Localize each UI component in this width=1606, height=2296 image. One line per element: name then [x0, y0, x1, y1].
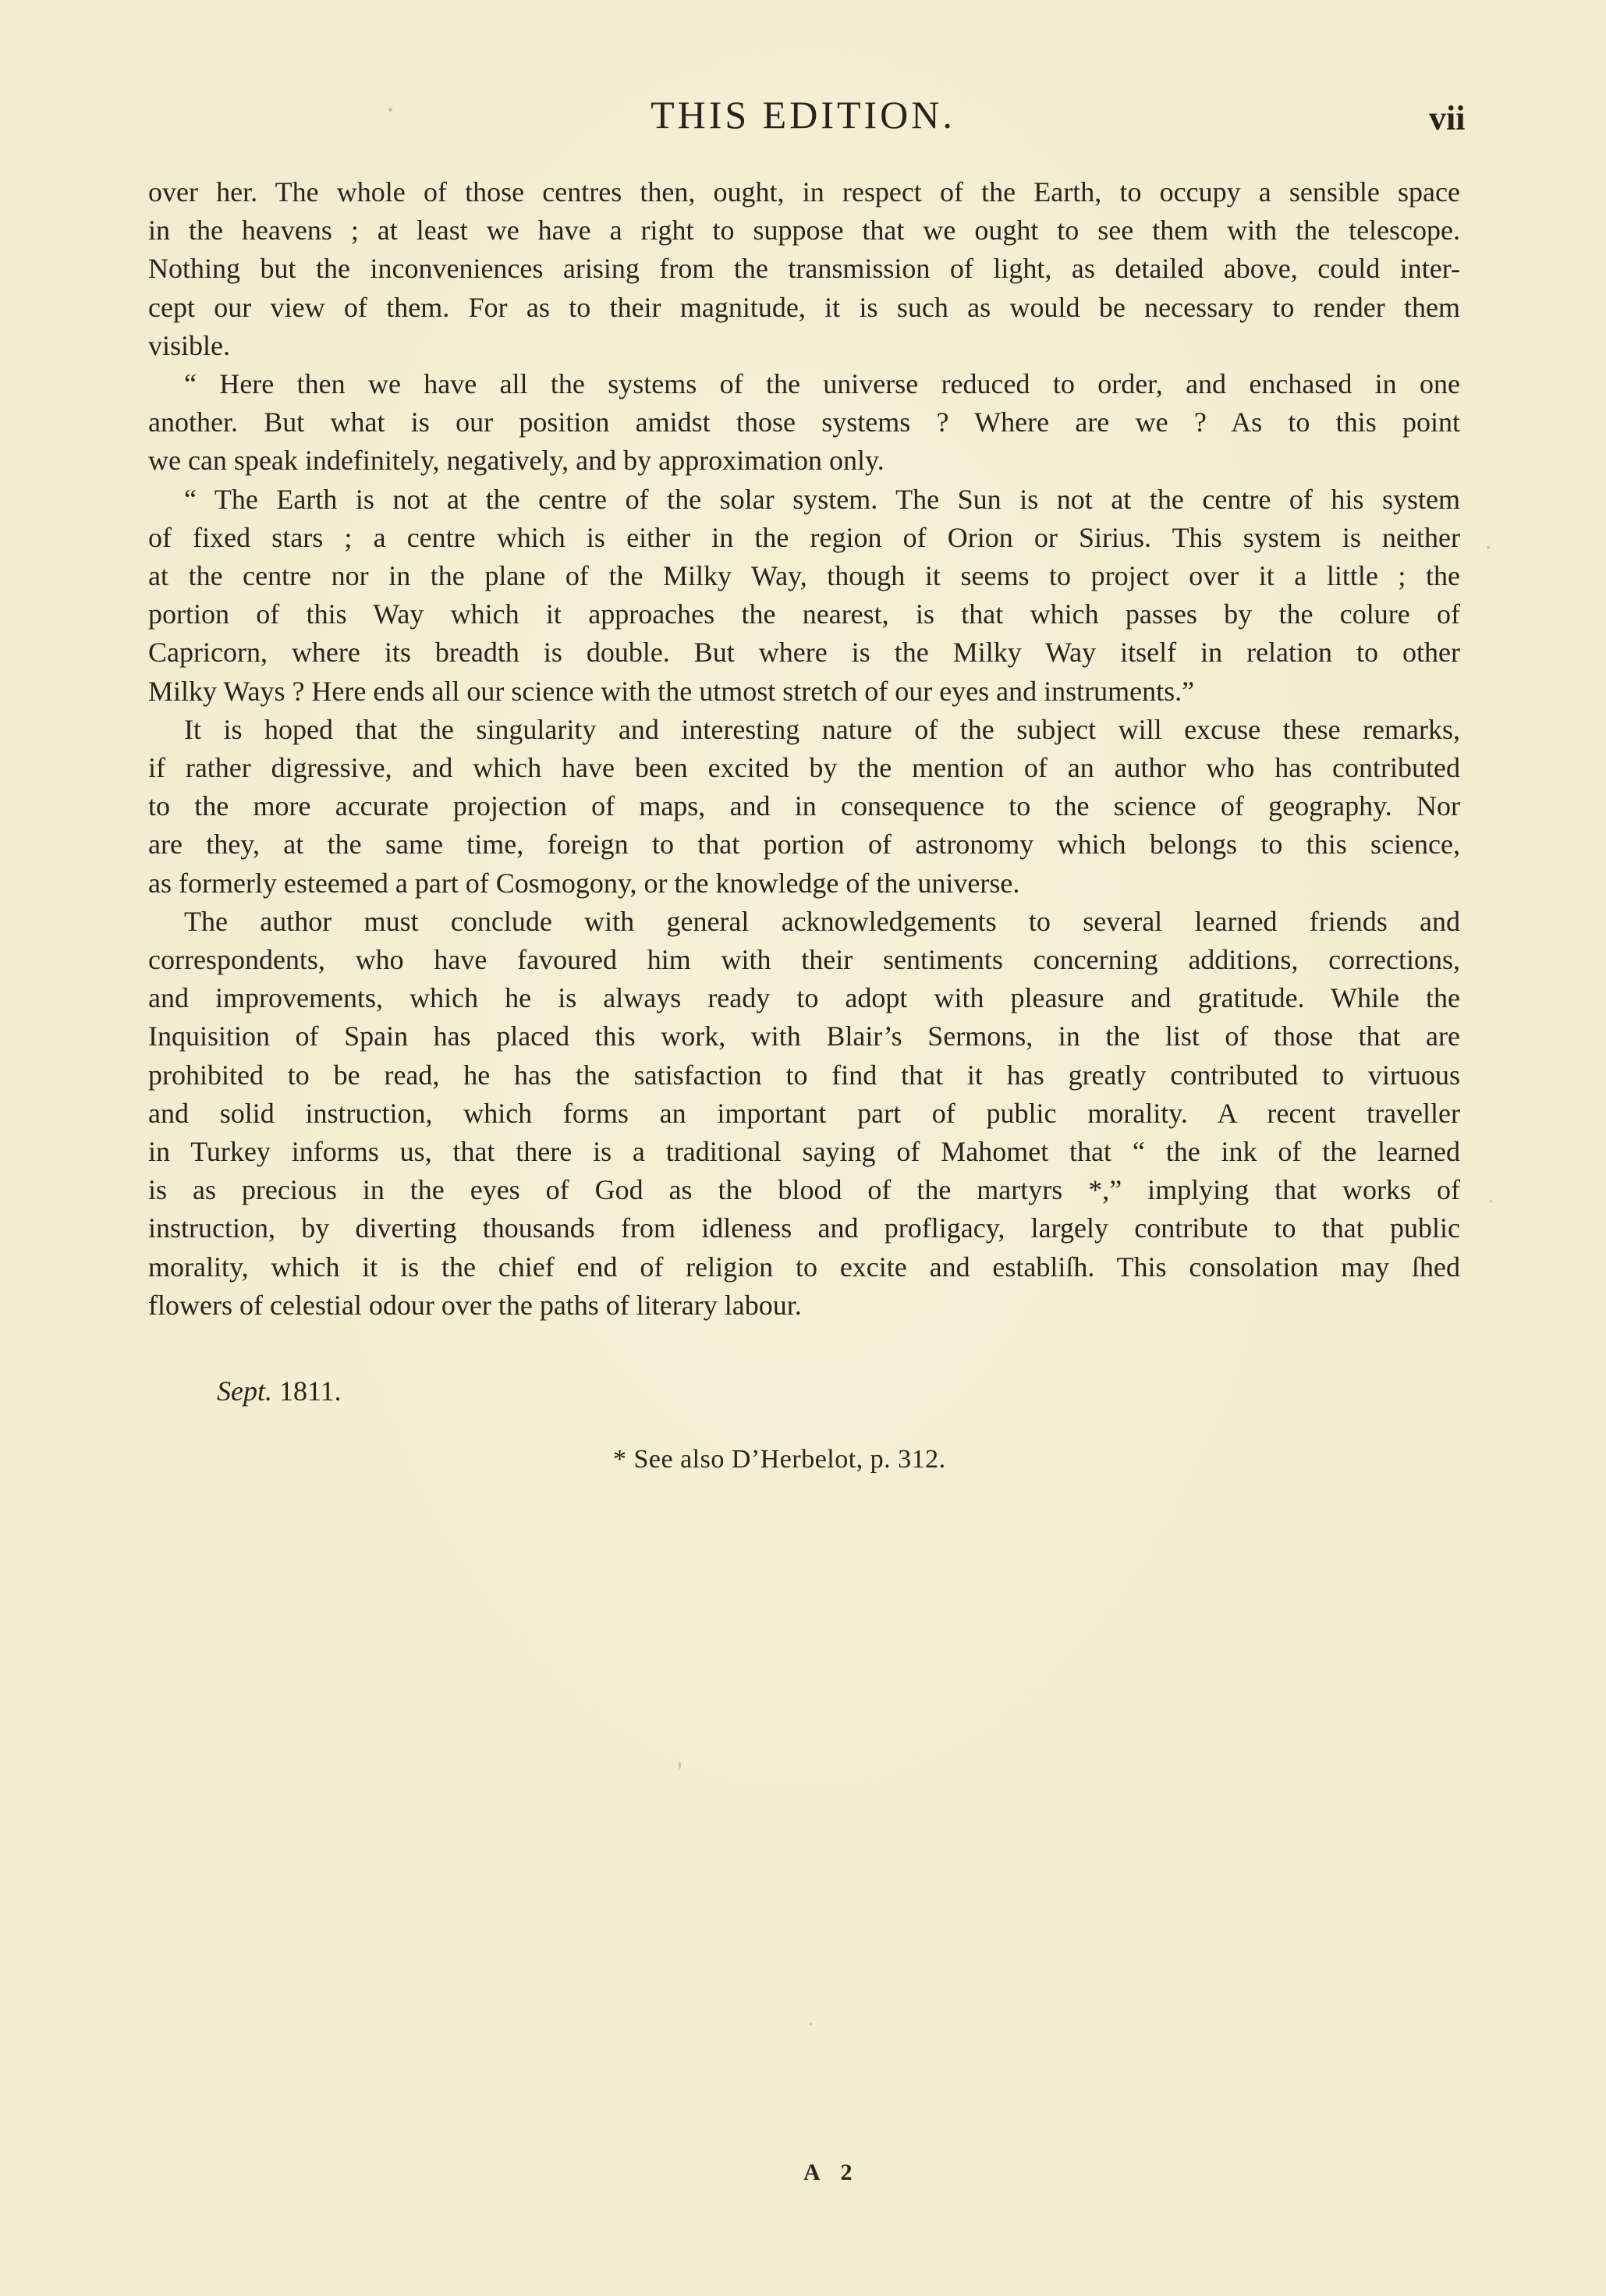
text-line: Inquisition of Spain has placed this work, with Blair’s Sermons, in the list of those that are [148, 1020, 1460, 1052]
paper-speck [679, 1762, 681, 1769]
text-line: prohibited to be read, he has the satisfaction to find that it has greatly contributed to virtuous [148, 1059, 1460, 1091]
text-line: as formerly esteemed a part of Cosmogony, or the knowledge of the universe. [148, 867, 1020, 899]
text-line: flowers of celestial odour over the paths of literary labour. [148, 1289, 802, 1321]
text-line: and solid instruction, which forms an important part of public morality. A recent traveller [148, 1097, 1460, 1129]
text-line: portion of this Way which it approaches the nearest, is that which passes by the colure of [148, 598, 1460, 630]
paper-speck [388, 108, 392, 112]
text-line: and improvements, which he is always ready to adopt with pleasure and gratitude. While the [148, 982, 1460, 1014]
text-line: instruction, by diverting thousands from idleness and profligacy, largely contribute to that public [148, 1212, 1460, 1244]
date-line [217, 1375, 342, 1407]
text-line: in the heavens ; at least we have a right to suppose that we ought to see them with the telescope. [148, 215, 1460, 247]
text-line: Capricorn, where its breadth is double. But where is the Milky Way itself in relation to other [148, 637, 1460, 669]
date-month: Sept. [217, 1375, 272, 1407]
text-line: at the centre nor in the plane of the Milky Way, though it seems to project over it a little ; the [148, 560, 1460, 592]
running-head [0, 92, 1606, 154]
text-line: to the more accurate projection of maps, and in consequence to the science of geography. Nor [148, 790, 1460, 822]
text-line: in Turkey informs us, that there is a traditional saying of Mahomet that “ the ink of the learned [148, 1136, 1460, 1168]
paper-speck [1490, 1200, 1492, 1203]
text-line: It is hoped that the singularity and interesting nature of the subject will excuse these remarks, [184, 713, 1460, 745]
text-line: “ Here then we have all the systems of the universe reduced to order, and enchased in one [184, 368, 1460, 400]
text-line: we can speak indefinitely, negatively, and by approximation only. [148, 445, 885, 477]
text-line: visible. [148, 329, 230, 361]
page-title: THIS EDITION. [651, 93, 955, 137]
paper-speck [810, 2023, 812, 2025]
date-year: 1811. [278, 1375, 342, 1407]
page-number: vii [1429, 99, 1466, 137]
text-line: another. But what is our position amidst those systems ? Where are we ? As to this point [148, 406, 1460, 438]
text-line: over her. The whole of those centres then, ought, in respect of the Earth, to occupy a sensible space [148, 176, 1460, 208]
signature-mark: A 2 [803, 2159, 860, 2185]
body-text [148, 173, 1460, 1325]
text-line: if rather digressive, and which have been excited by the mention of an author who has contributed [148, 752, 1460, 784]
text-line: is as precious in the eyes of God as the blood of the martyrs *,” implying that works of [148, 1174, 1460, 1206]
footnote: * See also D’Herbelot, p. 312. [613, 1445, 946, 1474]
text-line: cept our view of them. For as to their magnitude, it is such as would be necessary to render them [148, 291, 1460, 323]
text-line: of fixed stars ; a centre which is either in the region of Orion or Sirius. This system is neither [148, 521, 1460, 553]
text-line: The author must conclude with general acknowledgements to several learned friends and [184, 905, 1460, 937]
paper-speck [1487, 546, 1490, 549]
text-line: are they, at the same time, foreign to that portion of astronomy which belongs to this science, [148, 829, 1460, 861]
text-line: “ The Earth is not at the centre of the solar system. The Sun is not at the centre of his system [184, 483, 1460, 515]
text-line: morality, which it is the chief end of religion to excite and establiſh. This consolation may ſhed [148, 1251, 1460, 1283]
text-line: Nothing but the inconveniences arising from the transmission of light, as detailed above, could inter- [148, 253, 1460, 285]
text-line: Milky Ways ? Here ends all our science with the utmost stretch of our eyes and instruments.” [148, 675, 1195, 707]
text-line: correspondents, who have favoured him with their sentiments concerning additions, corrections, [148, 944, 1460, 976]
